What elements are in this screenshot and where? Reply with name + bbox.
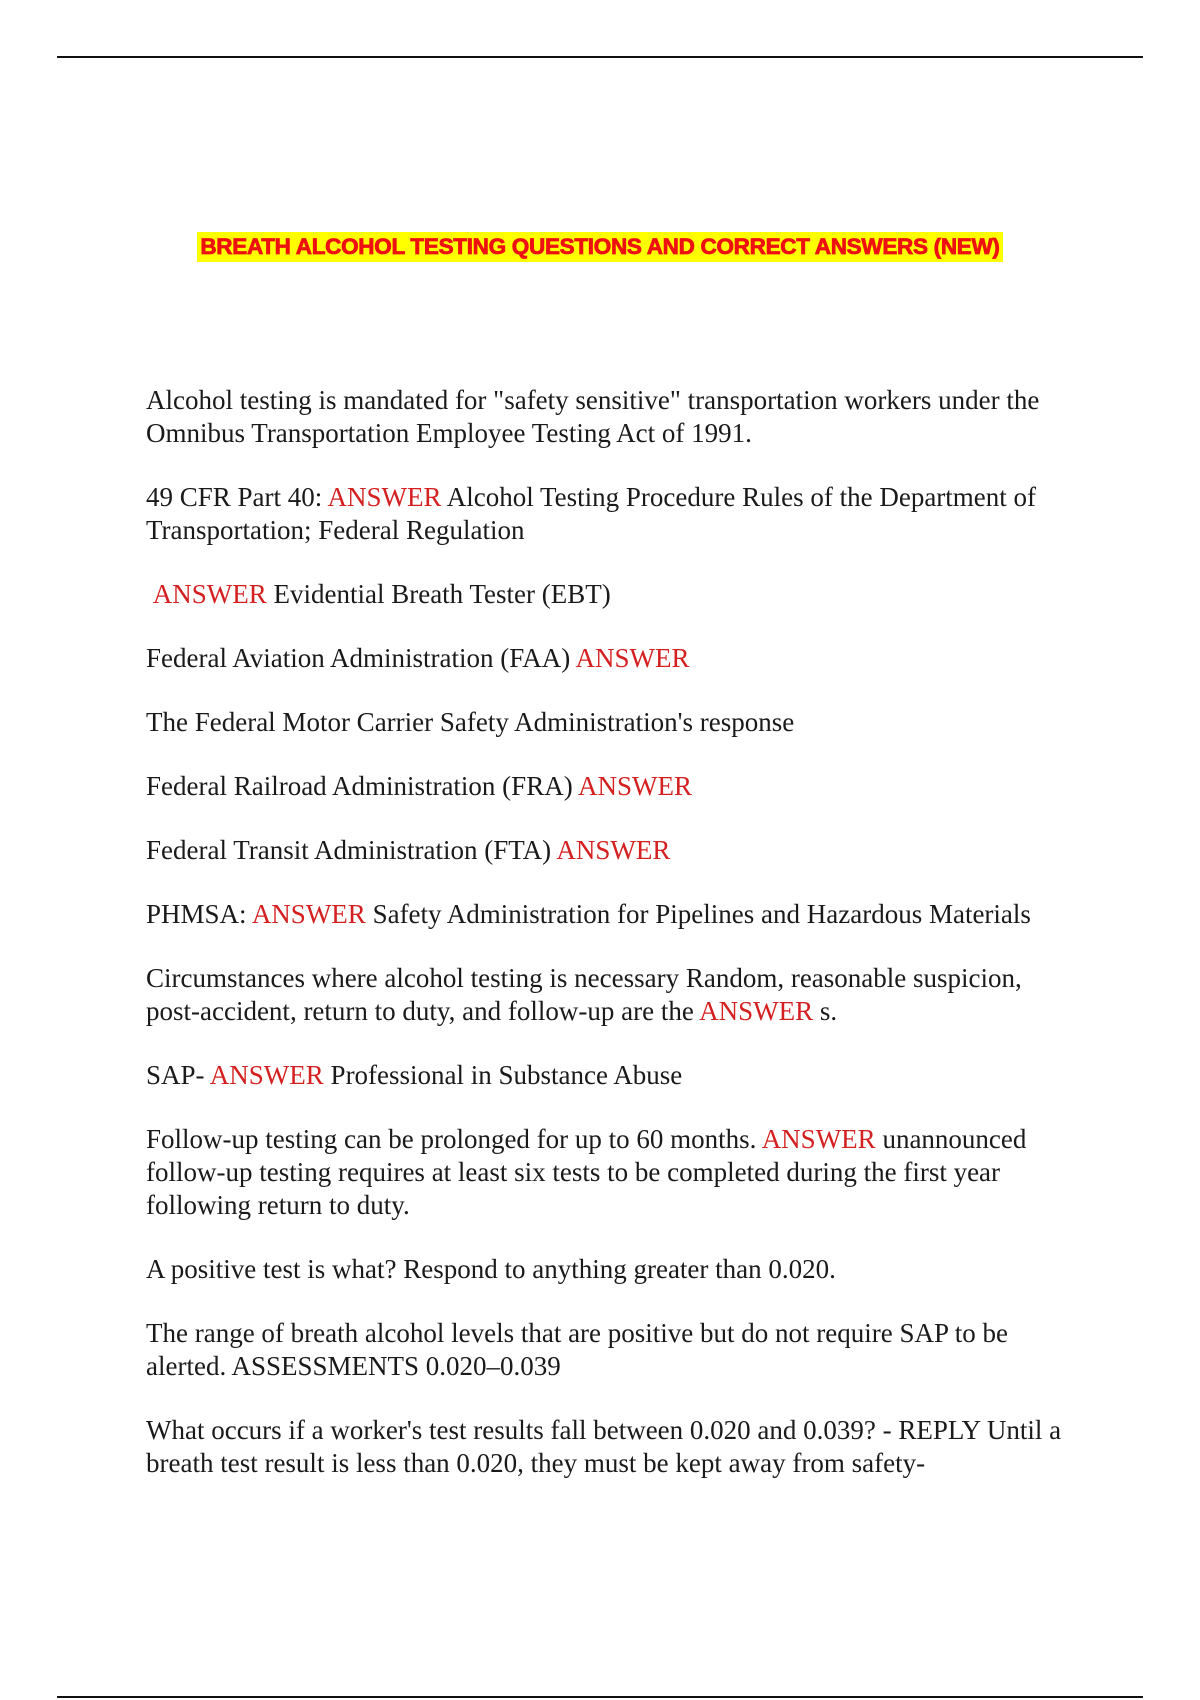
answer-label: ANSWER [152,579,267,609]
answer-text: Alcohol Testing Procedure Rules of the Department of Transportation; Federal Regulation [146,482,1037,545]
answer-text: unannounced follow-up testing requires at least six tests to be completed during the first year following return to duty. [146,1124,1027,1220]
answer-text: Evidential Breath Tester (EBT) [266,579,611,609]
paragraph-sap [146,1059,1066,1092]
question-text: PHMSA: [146,899,252,929]
answer-label: ANSWER [327,482,442,512]
paragraph-positive-test [146,1253,1066,1286]
paragraph-range [146,1317,1066,1383]
question-text: SAP- [146,1060,210,1090]
paragraph-ebt [146,578,1066,611]
paragraph-fra [146,770,1066,803]
document-body [146,384,1066,1511]
question-text: 49 CFR Part 40: [146,482,328,512]
paragraph-49cfr [146,481,1066,547]
paragraph-text: The Federal Motor Carrier Safety Administration's response [146,707,795,737]
answer-label: ANSWER [556,835,671,865]
question-text: Federal Transit Administration (FTA) [146,835,557,865]
answer-label: ANSWER [761,1124,876,1154]
bottom-rule [57,1696,1143,1698]
paragraph-fta [146,834,1066,867]
answer-label: ANSWER [251,899,366,929]
answer-label: ANSWER [577,771,692,801]
paragraph-circumstances [146,962,1066,1028]
top-rule [57,56,1143,58]
answer-label: ANSWER [699,996,814,1026]
paragraph-results [146,1414,1066,1480]
paragraph-followup [146,1123,1066,1222]
question-text: Federal Railroad Administration (FRA) [146,771,578,801]
document-title: BREATH ALCOHOL TESTING QUESTIONS AND CORRECT ANSWERS (NEW) [197,232,1002,262]
answer-text: Safety Administration for Pipelines and Hazardous Materials [365,899,1031,929]
answer-label: ANSWER [575,643,690,673]
question-text: Follow-up testing can be prolonged for up to 60 months. [146,1124,762,1154]
paragraph-text: The range of breath alcohol levels that are positive but do not require SAP to be alerted. ASSESSMENTS 0.020–0.039 [146,1318,1008,1381]
title-container [0,232,1200,262]
paragraph-text: A positive test is what? Respond to anything greater than 0.020. [146,1254,836,1284]
paragraph-phmsa [146,898,1066,931]
paragraph-fmcsa [146,706,1066,739]
paragraph-faa [146,642,1066,675]
answer-text: s. [813,996,838,1026]
paragraph-text: Alcohol testing is mandated for "safety sensitive" transportation workers under the Omnibus Transportation Employee Testing Act of 1991. [146,385,1040,448]
paragraph-intro [146,384,1066,450]
question-text: Circumstances where alcohol testing is necessary Random, reasonable suspicion, post-accident, return to duty, and follow-up are the [146,963,1022,1026]
question-text: Federal Aviation Administration (FAA) [146,643,576,673]
paragraph-text: What occurs if a worker's test results fall between 0.020 and 0.039? - REPLY Until a breath test result is less than 0.020, they must be kept away from safety- [146,1415,1062,1478]
answer-text: Professional in Substance Abuse [323,1060,683,1090]
answer-label: ANSWER [209,1060,324,1090]
